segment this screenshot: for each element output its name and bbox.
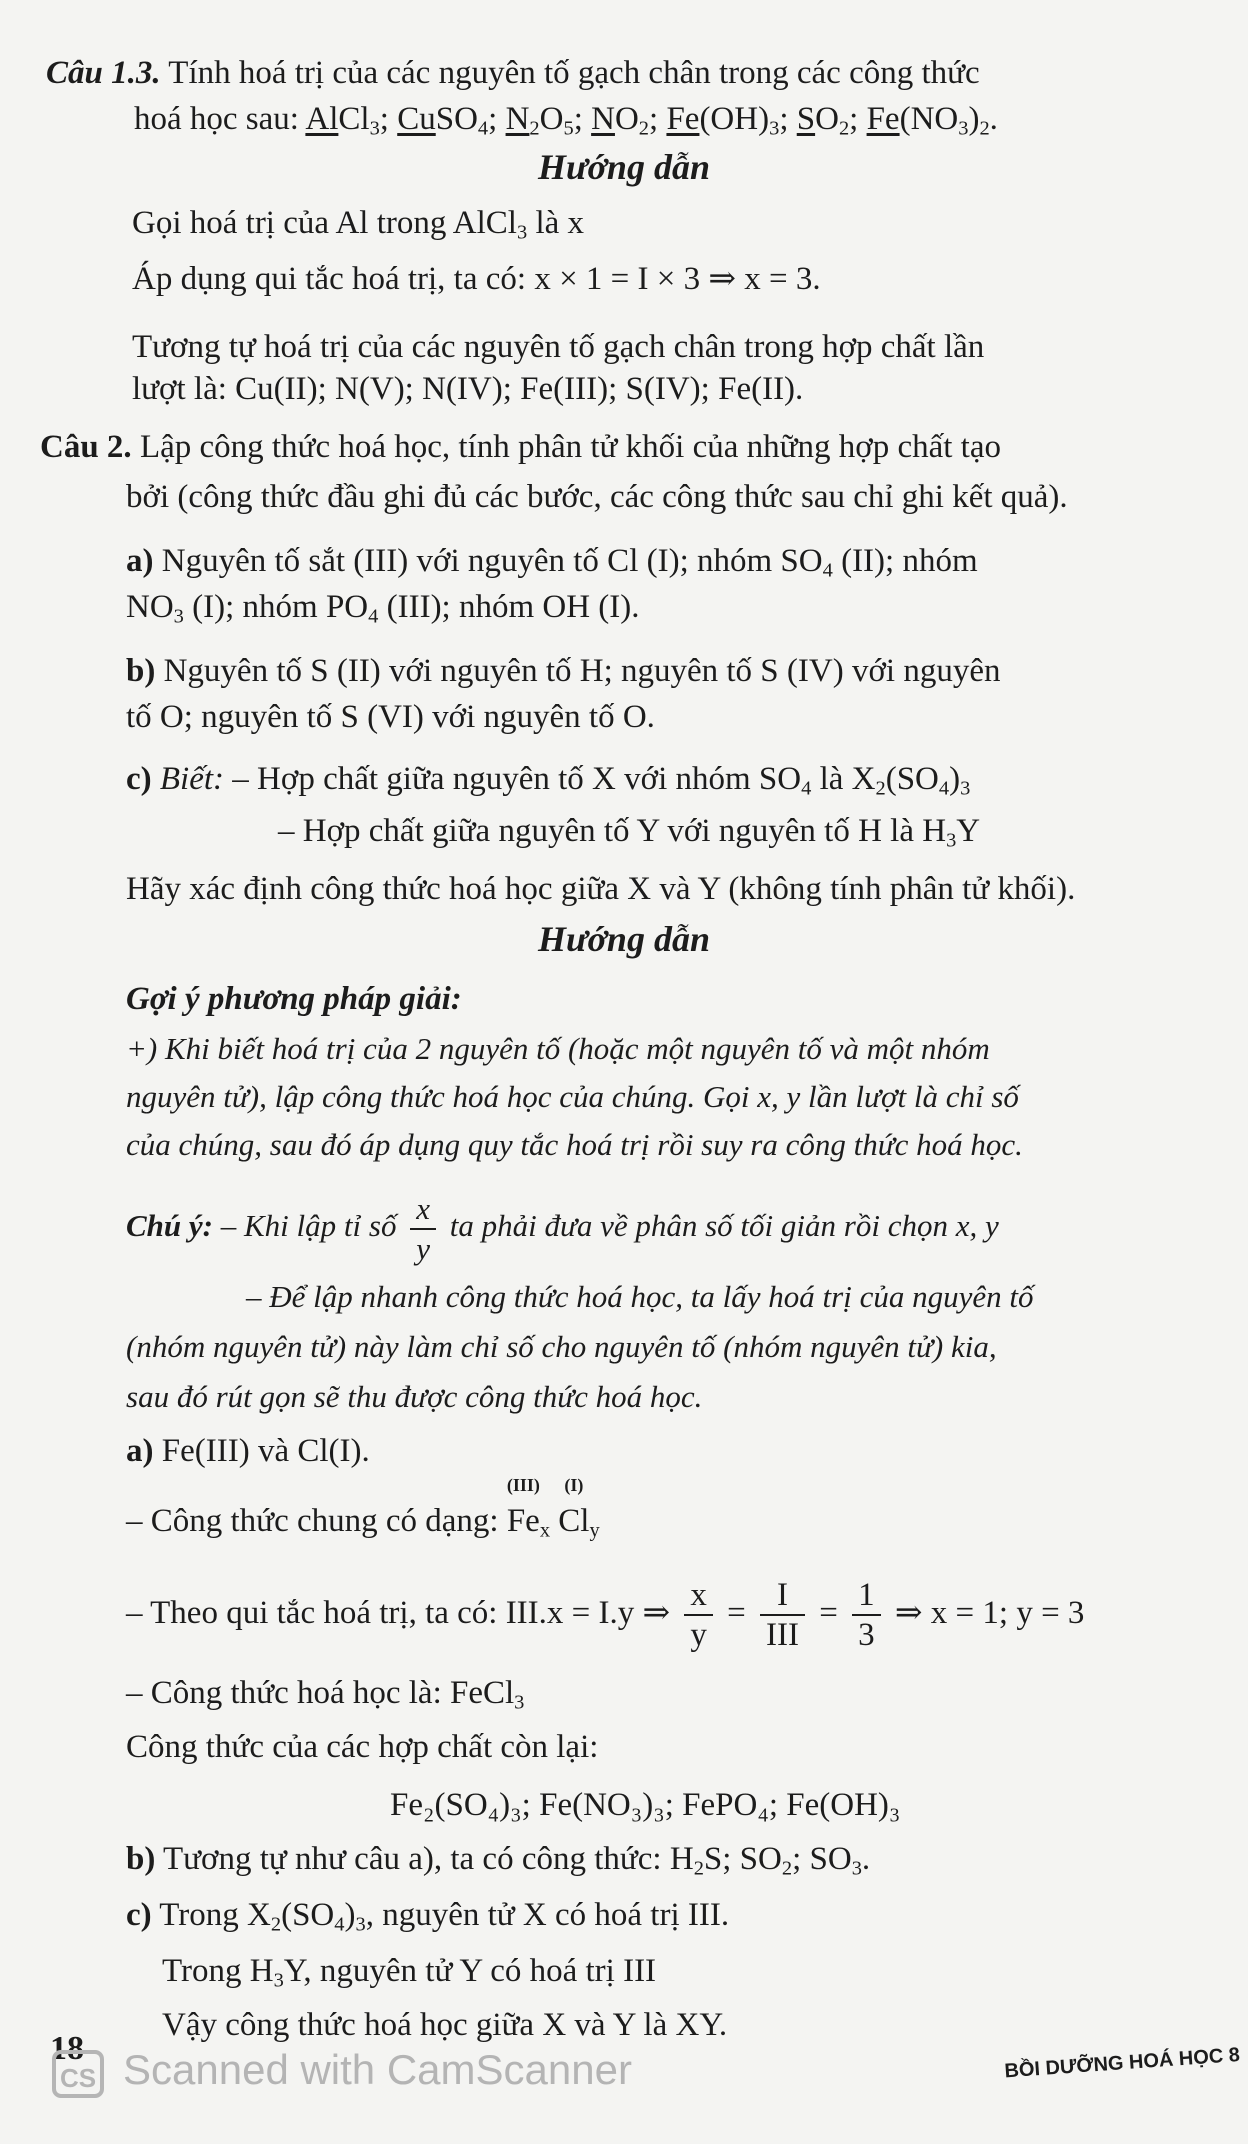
q2-sol-a-rest: Fe₂(SO₄)₃; Fe(NO₃)₃; FePO₄; Fe(OH)₃ <box>390 1787 901 1823</box>
fraction-x-y-2: $\frac{x}{y}$ <box>684 1576 713 1654</box>
camscanner-logo-icon: CS <box>52 2050 104 2098</box>
q13-line1: Câu 1.3. Tính hoá trị của các nguyên tố gạch chân trong các công thức <box>46 55 980 91</box>
q2-sol-b: b) Tương tự như câu a), ta có công thức: $H_2S$; $SO_2$; $SO_3$. <box>126 1841 871 1880</box>
q2-a-line1: a) Nguyên tố sắt (III) với nguyên tố Cl (I); nhóm $SO_4$ (II); nhóm <box>126 543 978 582</box>
book-title: BỒI DƯỠNG HOÁ HỌC 8 <box>1003 2044 1241 2083</box>
q2-sol-c-2: Trong $H_3Y$, nguyên tử Y có hoá trị III <box>162 1953 657 1992</box>
footer <box>0 2030 1248 2144</box>
q2-note-2: – Để lập nhanh công thức hoá học, ta lấy hoá trị của nguyên tố <box>246 1279 1034 1314</box>
q2-hint-2: nguyên tử), lập công thức hoá học của chúng. Gọi x, y lần lượt là chỉ số <box>126 1079 1019 1114</box>
q13-guide-4: lượt là: Cu(II); N(V); N(IV); Fe(III); S(IV); Fe(II). <box>132 371 804 407</box>
q2-hint-3: của chúng, sau đó áp dụng quy tắc hoá trị rồi suy ra công thức hoá học. <box>126 1127 1023 1162</box>
fraction-1-3: $\frac{1}{3}$ <box>852 1576 881 1654</box>
q13-guide-3: Tương tự hoá trị của các nguyên tố gạch chân trong hợp chất lần <box>132 329 985 365</box>
q2-sol-c-1: c) Trong $X_2(SO_4)_3$, nguyên tử X có hoá trị III. <box>126 1897 730 1936</box>
q13-label: Câu 1.3. <box>46 55 161 91</box>
q2-sol-a-general: – Công thức chung có dạng: (III) $Fe_x$ (I) $Cl_y$ <box>126 1475 600 1542</box>
q2-note-1: Chú ý: – Khi lập tỉ số $\frac{x}{y}$ ta phải đưa về phân số tối giản rồi chọn x, y <box>126 1190 999 1266</box>
q2-c-line2: – Hợp chất giữa nguyên tố Y với nguyên tố H là $H_3Y$ <box>278 813 981 852</box>
q2-hint-1: +) Khi biết hoá trị của 2 nguyên tố (hoặc một nguyên tố và một nhóm <box>126 1031 990 1066</box>
q2-label: Câu 2. <box>40 429 132 465</box>
q2-a-line2: $NO_3$ (I); nhóm $PO_4$ (III); nhóm OH (I). <box>126 589 640 628</box>
q2-heading: Hướng dẫn <box>538 919 710 959</box>
q2-c-line3: Hãy xác định công thức hoá học giữa X và Y (không tính phân tử khối). <box>126 871 1076 907</box>
q2-sol-a-rule: – Theo qui tắc hoá trị, ta có: III.x = I.y ⇒ $\frac{x}{y}$ = $\frac{I}{\text{III}}$ = $\frac{1}{3}$ ⇒ x = 1; y = 3 <box>126 1577 1085 1654</box>
camscanner-watermark: Scanned with CamScanner <box>123 2046 632 2093</box>
fe-with-valence: (III) Fe <box>506 1475 540 1539</box>
q13-guide-1: Gọi hoá trị của Al trong AlCl$_3$ là x <box>132 205 585 244</box>
fraction-I-III: $\frac{I}{\text{III}}$ <box>760 1576 805 1654</box>
fraction-x-y: $\frac{x}{y}$ <box>410 1190 436 1268</box>
q2-note-3: (nhóm nguyên tử) này làm chỉ số cho nguyên tố (nhóm nguyên tử) kia, <box>126 1329 997 1364</box>
q2-intro-2: bởi (công thức đầu ghi đủ các bước, các công thức sau chỉ ghi kết quả). <box>126 479 1068 515</box>
q13-heading: Hướng dẫn <box>538 147 710 187</box>
q2-sol-a-rest-title: Công thức của các hợp chất còn lại: <box>126 1729 599 1765</box>
q13-guide-2: Áp dụng qui tắc hoá trị, ta có: x × 1 = I × 3 ⇒ x = 3. <box>132 261 821 297</box>
q2-sol-a-title: a) Fe(III) và Cl(I). <box>126 1433 370 1469</box>
q2-sol-c-3: Vậy công thức hoá học giữa X và Y là XY. <box>162 2007 728 2043</box>
q2-intro-1: Câu 2. Lập công thức hoá học, tính phân tử khối của những hợp chất tạo <box>40 429 1001 465</box>
q2-c-line1: c) Biết: – Hợp chất giữa nguyên tố X với nhóm $SO_4$ là $X_2(SO_4)_3$ <box>126 761 971 800</box>
cl-with-valence: (I) Cl <box>558 1475 590 1539</box>
q2-note-4: sau đó rút gọn sẽ thu được công thức hoá học. <box>126 1379 703 1414</box>
q13-line2: hoá học sau: AlCl$_3$; CuSO$_4$; $N_2O_5$; $NO_2$; $Fe(OH)_3$; $SO_2$; $Fe(NO_3)_2$. <box>134 101 998 140</box>
q2-b-line1: b) Nguyên tố S (II) với nguyên tố H; nguyên tố S (IV) với nguyên <box>126 653 1001 689</box>
page-number: 18 <box>50 2030 84 2067</box>
q2-hint-title: Gợi ý phương pháp giải: <box>126 981 462 1017</box>
q2-sol-a-result: – Công thức hoá học là: FeCl$_3$ <box>126 1675 525 1714</box>
q2-b-line2: tố O; nguyên tố S (VI) với nguyên tố O. <box>126 699 655 735</box>
